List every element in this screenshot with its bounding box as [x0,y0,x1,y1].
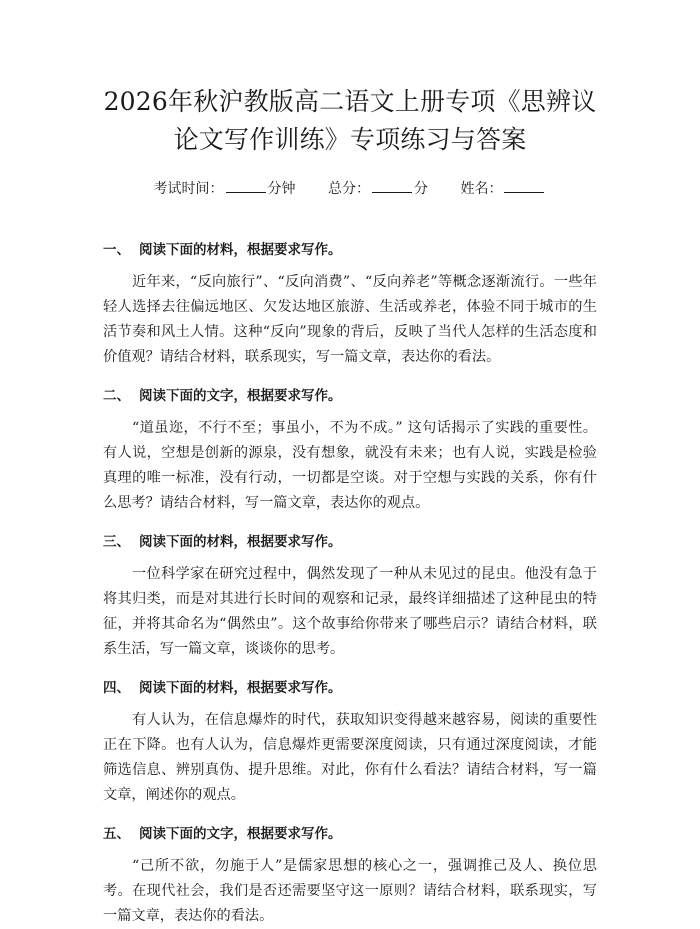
question-material: 一位科学家在研究过程中，偶然发现了一种从未见过的昆虫。他没有急于将其归类，而是对其进行长时间的观察和记录，最终详细描述了这种昆虫的特征，并将其命名为“偶然虫”。这个故事给你带来了哪些启示？请结合材料，联系生活，写一篇文章，谈谈你的思考。 [103,566,597,657]
question-4 [103,677,597,808]
question-5 [103,823,597,929]
question-number: 一、 [103,242,130,258]
name-label: 姓名： [460,181,503,197]
question-heading [103,385,597,407]
question-material: 近年来，“反向旅行”、“反向消费”、“反向养老”等概念逐渐流行。一些年轻人选择去往偏远地区、欠发达地区旅游、生活或养老，体验不同于城市的生活节奏和风土人情。这种“反向”现象的背后，反映了当代人怎样的生活态度和价值观？请结合材料，联系现实，写一篇文章，表达你的看法。 [103,274,597,365]
question-material: “道虽迩，不行不至；事虽小，不为不成。” 这句话揭示了实践的重要性。有人说，空想是创新的源泉，没有想象，就没有未来；也有人说，实践是检验真理的唯一标准，没有行动，一切都是空谈。对于空想与实践的关系，你有什么思考？请结合材料，写一篇文章，表达你的观点。 [103,420,597,511]
question-list [103,239,597,929]
question-heading-text: 阅读下面的材料，根据要求写作。 [139,680,342,696]
question-material: 有人认为，在信息爆炸的时代，获取知识变得越来越容易，阅读的重要性正在下降。也有人认为，信息爆炸更需要深度阅读，只有通过深度阅读，才能筛选信息、辨别真伪、提升思维。对此，你有什么看法？请结合材料，写一篇文章，阐述你的观点。 [103,712,597,803]
title-line-1: 2026年秋沪教版高二语文上册专项《思辨议 [103,87,597,116]
question-heading-text: 阅读下面的材料，根据要求写作。 [139,534,342,550]
total-score-unit: 分 [414,181,428,197]
question-heading [103,531,597,553]
total-score-field [328,178,428,200]
document-title [103,83,597,159]
exam-info [103,178,597,200]
question-number: 四、 [103,680,130,696]
title-line-2: 论文写作训练》专项练习与答案 [173,125,527,154]
question-heading-text: 阅读下面的文字，根据要求写作。 [139,388,342,404]
question-1 [103,239,597,370]
question-3 [103,531,597,662]
question-heading-text: 阅读下面的文字，根据要求写作。 [139,826,342,842]
exam-time-label: 考试时间： [153,181,224,197]
question-number: 二、 [103,388,130,404]
question-2 [103,385,597,516]
question-number: 五、 [103,826,130,842]
question-heading [103,823,597,845]
exam-time-blank[interactable] [226,180,266,193]
question-material: “己所不欲，勿施于人”是儒家思想的核心之一，强调推己及人、换位思考。在现代社会，我们是否还需要坚守这一原则？请结合材料，联系现实，写一篇文章，表达你的看法。 [103,858,597,924]
total-score-blank[interactable] [372,180,412,193]
question-heading [103,677,597,699]
question-number: 三、 [103,534,130,550]
name-field [460,178,546,200]
total-score-label: 总分： [328,181,370,197]
question-heading [103,239,597,261]
question-heading-text: 阅读下面的材料，根据要求写作。 [139,242,342,258]
exam-time-field [154,178,296,200]
exam-time-unit: 分钟 [267,181,296,197]
name-blank[interactable] [504,180,544,193]
